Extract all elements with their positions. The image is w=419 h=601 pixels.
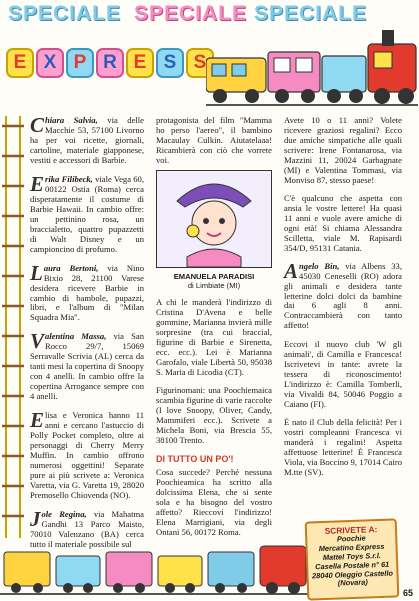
column-right — [284, 116, 402, 478]
ad-paragraph: Eccovi il nuovo club 'W gli animali', di Camilla e Francesca! Iscrivetevi in tante: avrete la tessera di riconoscimento! L'indirizzo è: Camilla Tomberli, via Vivaldi 84, 50046 Poggio a Caiano (FI). — [284, 339, 402, 410]
express-letter: R — [96, 48, 124, 78]
ad-paragraph: Figurinomani: una Poochiemaica scambia figurine di varie raccolte (I love Snoopy, Oliver, Candy, Mammiferi ecc.). Scrivete a Michela Boni, via Brescia 55, 38100 Trento. — [156, 385, 272, 445]
entry-name: ole Regina, — [41, 508, 87, 519]
address-sticker — [305, 518, 400, 600]
entry-name: hiara Salvia, — [45, 115, 98, 125]
ad-entry — [30, 113, 145, 166]
express-letter: X — [36, 48, 64, 78]
entry-text: viale Vega 60, 00122 Ostia (Roma) cerca disperatamente il costume di Barbie Hawaii. In cambio offre: un pettinino rosa, un braccialetto, quattro pupazzetti di Walt Disney e un campioncino di profumo. — [30, 173, 144, 254]
page-header — [0, 0, 419, 112]
ad-entry — [284, 258, 402, 332]
drop-cap: C — [30, 113, 45, 137]
entry-name: aura Bertoni, — [43, 262, 99, 273]
ad-entry — [30, 260, 145, 324]
rail-track-decoration — [0, 116, 26, 538]
ad-entry — [30, 171, 144, 255]
ad-paragraph: Avete 10 o 11 anni? Volete ricevere graziosi regalini? Ecco due amiche simpatiche alle quali scrivere: Irene Fontanarosa, via Mazzini 11, 20024 Garbagnate (MI) e Valentina Tommasi, via Monviso 87, stesso paese! — [284, 115, 402, 185]
drop-cap: A — [284, 258, 299, 283]
toy-train-illustration — [206, 28, 418, 110]
portrait-name: EMANUELA PARADISI — [173, 271, 255, 281]
section-title: DI TUTTO UN PO'! — [156, 453, 234, 464]
sticker-title: SCRIVETE A: — [324, 524, 378, 536]
entry-name: alentina Massa, — [45, 331, 107, 342]
express-letter: S — [186, 48, 214, 78]
ad-entry — [30, 329, 145, 402]
express-wordmark — [6, 48, 214, 78]
drop-cap: J — [30, 506, 41, 531]
sticker-line: Mattel Toys S.r.l. — [322, 550, 382, 562]
express-letter: S — [156, 48, 184, 78]
drop-cap: E — [30, 408, 45, 433]
entry-text: via Mahatma Gandhi 13 Parco Maisto, 70010 Valenzano (BA) cerca tutto il materiale possibile sul — [30, 508, 144, 549]
ad-paragraph: È nato il Club della felicità! Per i vostri compleanni Francesca vi manderà i regalini! Aspetta affettuose letterine! È Francesca Viola, via Boccino 9, 17014 Cairo M.tte (SV). — [284, 417, 402, 477]
ad-paragraph: Cosa succede? Perché nessuna Poochieamica ha scritto alla dolcissima Elena, che si sente sola e ha bisogno del vostro affetto? Rieccovi l'indirizzo! Elena Marrigiani, via degli Ontani 56, 00172 Roma. — [156, 467, 272, 538]
reader-portrait-illustration — [156, 170, 272, 268]
entry-text: via Nino Bixio 28, 21100 Varese desidera ricevere Barbie in cambio di bambole, pupazzi, libri, e l'album di "Milan Squadra Mia". — [30, 262, 145, 323]
speciale-title-1: SPECIALE — [8, 2, 122, 25]
express-letter: P — [66, 48, 94, 78]
sticker-line: Poochie — [336, 533, 366, 544]
entry-name: ngelo Bin, — [299, 260, 340, 271]
page-number: 65 — [402, 588, 413, 598]
ad-paragraph: A chi le manderà l'indirizzo di Cristina D'Avena e belle gommine, Marianna invierà mille sorpresine (tra cui braccial, figurine di Barbie e Sirenetta, ecc. ecc.). Lei è Marianna Garofalo, viale Libertà 50, 95038 S. Maria di Licodia (CT). — [156, 297, 272, 378]
column-left — [30, 113, 145, 559]
sticker-line: Casella Postale n° 61 — [315, 559, 390, 571]
entry-continuation: protagonista del film "Mamma ho perso l'aereo", il bambino Macaulay Culkin. Aiutatelaaa! Ricambierà con ciò che vorrete voi. — [156, 115, 272, 165]
entry-text: lisa e Veronica hanno 11 anni e cercano l'astuccio di Polly Pocket completo, oltre ai personaggi di Cherry Merry Muffin. In cambio offrono numerosi oggettini! Separate pure ai più scrivete a: Veronica Varetta, via G. Varetta 19, 28020 Premosello Chiovenda (NO). — [30, 410, 144, 500]
column-middle — [156, 116, 272, 538]
express-letter: E — [6, 48, 34, 78]
sticker-line: Mercatino Express — [318, 541, 385, 554]
drop-cap: V — [30, 329, 45, 354]
drop-cap: L — [30, 260, 43, 285]
entry-name: rika Filibeck, — [45, 173, 93, 184]
speciale-title-3: SPECIALE — [254, 2, 368, 25]
portrait-place: di Limbiate (MI) — [187, 280, 241, 290]
speciale-title-2: SPECIALE — [134, 2, 248, 25]
ad-entry — [30, 408, 144, 501]
entry-text: via San Rocco 29/7, 15069 Serravalle Scrivia (AL) cerca da tanti mesi la copertina di Snoopy con 4 anelli. In cambio offre la copertina Arrogance sempre con 4 anelli. — [30, 331, 145, 402]
express-letter: E — [126, 48, 154, 78]
entry-text: via Albens 33, 45030 Ceneselli (RO) adora gli animali e desidera tante letterine dolci dolci da bambine dai 6 agli 8 anni. Contraccambierà con tanto affetto! — [284, 260, 402, 331]
drop-cap: E — [30, 171, 45, 196]
entry-text: via delle Macchie 53, 57100 Livorno ha per voi ricette, giornali, cartoline, materiale giapponese, vestiti e accessori di Barbie. — [30, 115, 145, 165]
ad-paragraph: C'è qualcuno che aspetta con ansia le vostre lettere! Ha quasi 11 anni e vuole avere amiche di ogni età! Si chiama Alessandra Scilletta, viale M. Rapisardi 354/D, 95131 Catania. — [284, 192, 402, 253]
sticker-line: 28040 Oleggio Castello — [311, 568, 394, 580]
bottom-train-illustration — [0, 538, 310, 600]
portrait-caption — [156, 273, 272, 290]
sticker-line: (Novara) — [337, 577, 368, 588]
